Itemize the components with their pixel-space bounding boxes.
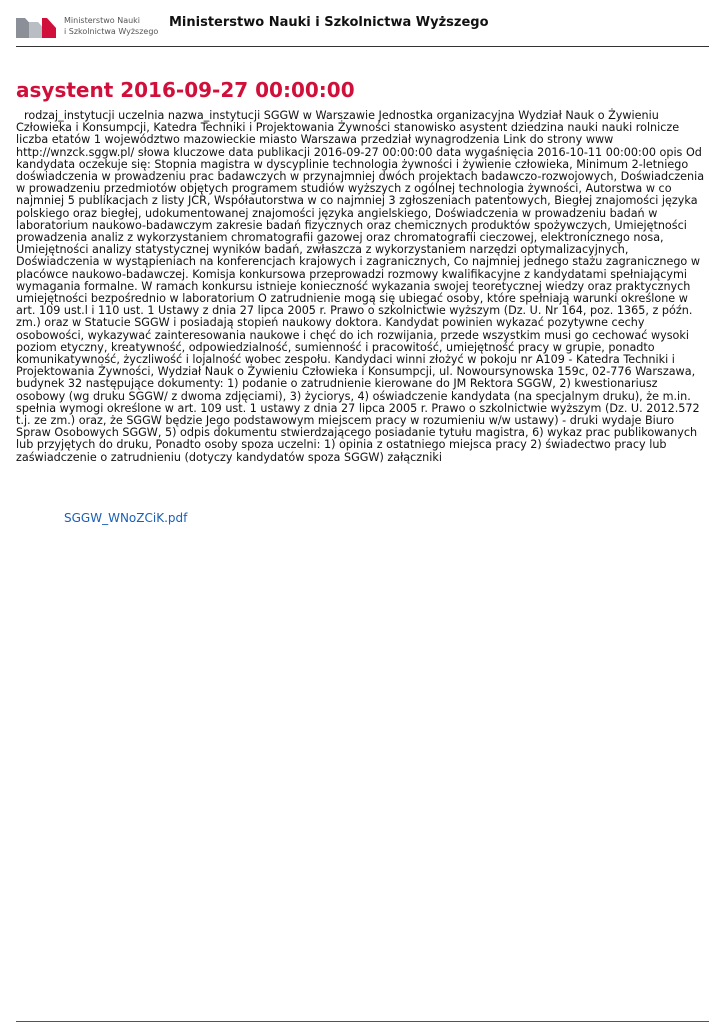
ministry-logo[interactable] <box>16 14 166 44</box>
page-header <box>16 8 709 47</box>
article-body: rodzaj_instytucji uczelnia nazwa_instytucji SGGW w Warszawie Jednostka organizacyjna Wydział Nauk o Żywieniu Człowieka i Konsumpcji, Katedra Techniki i Projektowania Żywności stanowisko asystent dziedzina nauki nauki rolnicze liczba etatów 1 województwo mazowieckie miasto Warszawa przedział wynagrodzenia Link do strony www http://wnzck.sggw.pl/ słowa kluczowe data publikacji 2016-09-27 00:00:00 data wygaśnięcia 2016-10-11 00:00:00 opis Od kandydata oczekuje się: Stopnia magistra w dyscyplinie technologia żywności i żywienie człowieka, Minimum 2-letniego doświadczenia w prowadzeniu prac badawczych w przynajmniej dwóch projektach badawczo-rozwojowych, Doświadczenia w prowadzeniu przedmiotów objętych programem studiów wyższych z ogólnej technologia żywności, Autorstwa w co najmniej 5 publikacjach z listy JCR, Współautorstwa w co najmniej 3 zgłoszeniach patentowych, Biegłej znajomości języka polskiego oraz biegłej, udokumentowanej znajomości języka angielskiego, Doświadczenia w prowadzeniu badań w laboratorium naukowo-badawczym zakresie badań fizycznych oraz chemicznych produktów spożywczych, Umiejętności prowadzenia analiz z wykorzystaniem chromatografii gazowej oraz chromatografii cieczowej, elektronicznego nosa, Umiejętności analizy statystycznej wyników badań, zwłaszcza z wykorzystaniem narzędzi optymalizacyjnych, Doświadczenia w wystąpieniach na konferencjach krajowych i zagranicznych, Co najmniej jednego stażu zagranicznego w placówce naukowo-badawczej. Komisja konkursowa przeprowadzi rozmowy kwalifikacyjne z kandydatami spełniającymi wymagania formalne. W ramach konkursu istnieje konieczność wykazania swojej teoretycznej wiedzy oraz praktycznych umiejętności bezpośrednio w laboratorium O zatrudnienie mogą się ubiegać osoby, które spełniają warunki określone w art. 109 ust.l i 110 ust. 1 Ustawy z dnia 27 lipca 2005 r. Prawo o szkolnictwie wyższym (Dz. U. Nr 164, poz. 1365, z późn. zm.) oraz w Statucie SGGW i posiadają stopień naukowy doktora. Kandydat powinien wykazać pozytywne cechy osobowości, wykazywać zainteresowania naukowe i chęć do ich rozwijania, przede wszystkim musi go cechować wysoki poziom etyczny, kreatywność, odpowiedzialność, sumienność i pracowitość, umiejętność pracy w grupie, ponadto komunikatywność, życzliwość i lojalność wobec zespołu. Kandydaci winni złożyć w pokoju nr A109 - Katedra Techniki i Projektowania Żywności, Wydział Nauk o Żywieniu Człowieka i Konsumpcji, ul. Nowoursynowska 159c, 02-776 Warszawa, budynek 32 następujące dokumenty: 1) podanie o zatrudnienie kierowane do JM Rektora SGGW, 2) kwestionariusz osobowy (wg druku SGGW/ z dwoma zdjęciami), 3) życiorys, 4) oświadczenie kandydata (na specjalnym druku), że m.in. spełnia wymogi określone w art. 109 ust. 1 ustawy z dnia 27 lipca 2005 r. Prawo o szkolnictwie wyższym (Dz. U. 2012.572 t.j. ze zm.) oraz, że SGGW będzie Jego podstawowym miejscem pracy w rozumieniu w/w ustawy) - druki wydaje Biuro Spraw Osobowych SGGW, 5) odpis dokumentu stwierdzającego posiadanie tytułu magistra, 6) wykaz prac publikowanych lub przyjętych do druku, Ponadto osoby spoza uczelni: 1) opinia z ostatniego miejsca pracy 2) świadectwo pracy lub zaświadczenie o zatrudnieniu (dotyczy kandydatów spoza SGGW) załączniki <box>16 109 705 464</box>
page-title: asystent 2016-09-27 00:00:00 <box>16 78 355 102</box>
ministry-logo-icon <box>16 16 56 38</box>
logo-text <box>64 15 158 37</box>
logo-line-1: Ministerstwo Nauki <box>64 16 141 25</box>
attachment-link[interactable]: SGGW_WNoZCiK.pdf <box>64 511 188 525</box>
site-title: Ministerstwo Nauki i Szkolnictwa Wyższego <box>169 15 489 30</box>
footer-divider <box>16 1021 709 1022</box>
logo-line-2: i Szkolnictwa Wyższego <box>64 27 159 36</box>
